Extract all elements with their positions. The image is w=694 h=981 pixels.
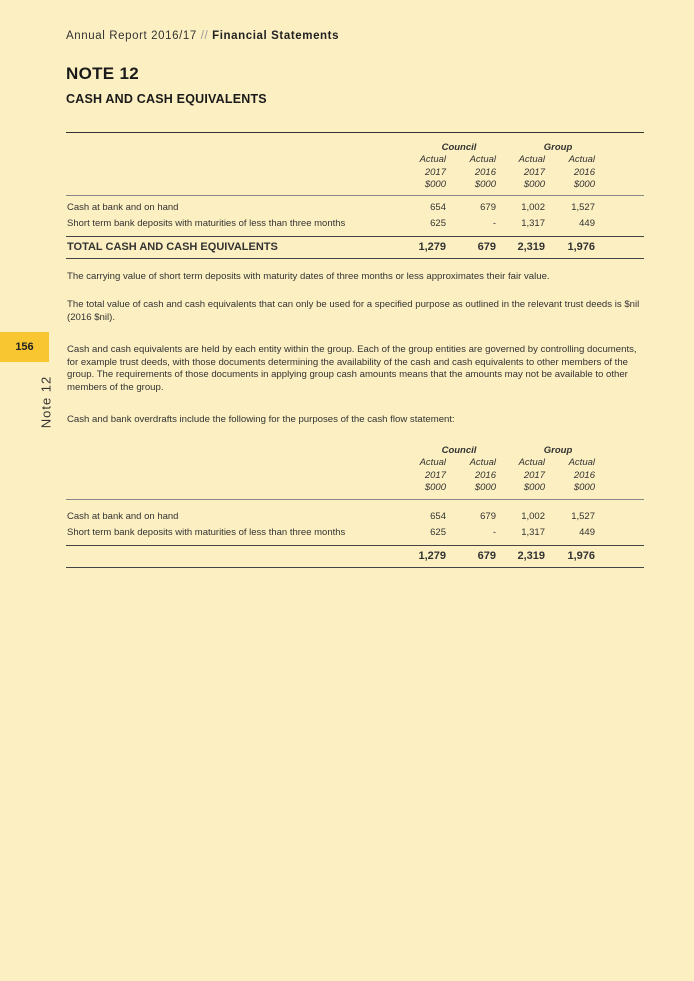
total-bottom-rule bbox=[66, 258, 644, 259]
header-rule bbox=[66, 195, 644, 196]
total-row: 1,279 679 2,319 1,976 bbox=[418, 550, 595, 562]
page-number-tab bbox=[0, 332, 49, 362]
section-title: Financial Statements bbox=[212, 30, 340, 42]
report-title: Annual Report 2016/17 bbox=[66, 30, 197, 42]
column-header: Actual 2017 $000 bbox=[518, 457, 545, 493]
column-header: Actual 2017 $000 bbox=[419, 457, 446, 493]
column-header: Actual 2017 $000 bbox=[518, 154, 545, 190]
council-header: Council bbox=[441, 142, 477, 153]
table-row: Cash at bank and on hand 654 679 1,002 1,527 bbox=[67, 202, 595, 213]
paragraph: Cash and bank overdrafts include the following for the purposes of the cash flow statement: bbox=[67, 414, 455, 425]
paragraph: Cash and cash equivalents are held by each entity within the group. Each of the group entities are governed by controlling documents, for example trust deeds, with those documents determining the availability of the cash and cash equivalents to other members of the group. The requirements of those documents in applying group cash amounts means that the amounts may not be available to other members of the group. bbox=[67, 344, 637, 393]
column-header: Actual 2017 $000 bbox=[419, 154, 446, 190]
group-header: Group bbox=[543, 142, 573, 153]
group-header: Group bbox=[543, 445, 573, 456]
council-header: Council bbox=[441, 445, 477, 456]
table-row: Short term bank deposits with maturities of less than three months 625 - 1,317 449 bbox=[67, 218, 595, 229]
header-separator: // bbox=[200, 30, 209, 42]
column-header: Actual 2016 $000 bbox=[469, 154, 496, 190]
total-top-rule bbox=[66, 236, 644, 237]
page-number: 156 bbox=[15, 341, 34, 353]
side-note-label: Note 12 bbox=[38, 375, 54, 429]
cash-flow-table bbox=[66, 436, 644, 572]
table-row: Short term bank deposits with maturities of less than three months 625 - 1,317 449 bbox=[67, 527, 595, 538]
column-header: Actual 2016 $000 bbox=[568, 457, 595, 493]
total-bottom-rule bbox=[66, 567, 644, 568]
column-header: Actual 2016 $000 bbox=[568, 154, 595, 190]
running-header bbox=[66, 30, 339, 42]
column-header: Actual 2016 $000 bbox=[469, 457, 496, 493]
table-row: Cash at bank and on hand 654 679 1,002 1,527 bbox=[67, 511, 595, 522]
header-rule bbox=[66, 499, 644, 500]
total-row: TOTAL CASH AND CASH EQUIVALENTS 1,279 679 2,319 1,976 bbox=[67, 241, 595, 253]
total-top-rule bbox=[66, 545, 644, 546]
cash-table bbox=[66, 132, 644, 262]
paragraph: The carrying value of short term deposits with maturity dates of three months or less approximates their fair value. bbox=[67, 271, 550, 282]
paragraph: The total value of cash and cash equivalents that can only be used for a specified purpose as outlined in the relevant trust deeds is $nil (2016 $nil). bbox=[67, 299, 640, 323]
page-subtitle: CASH AND CASH EQUIVALENTS bbox=[66, 92, 267, 106]
table-top-rule bbox=[66, 132, 644, 133]
page-title: NOTE 12 bbox=[66, 64, 139, 83]
